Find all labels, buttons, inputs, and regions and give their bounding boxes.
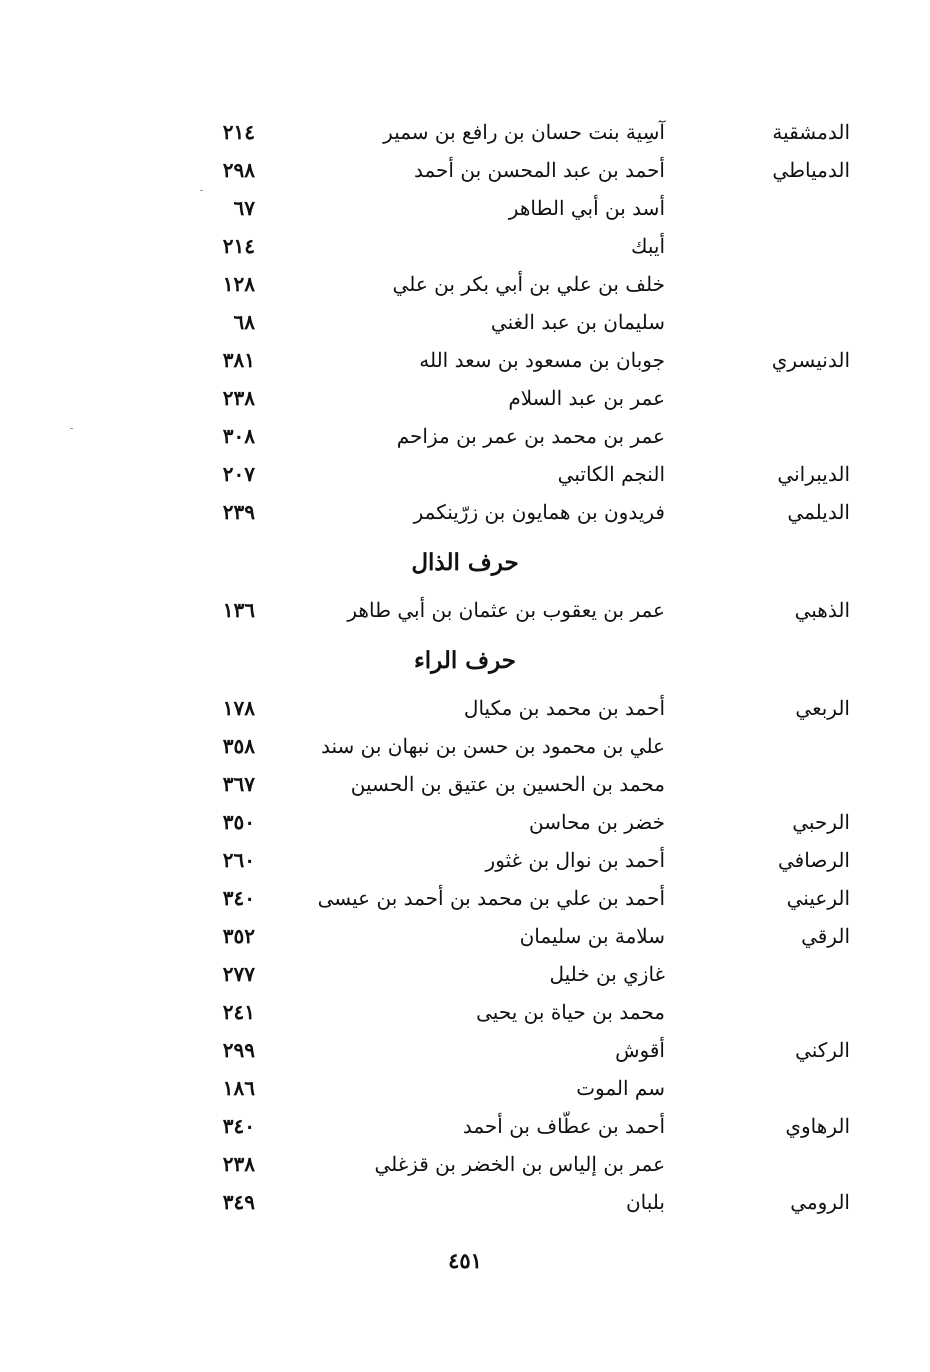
person-name: غازي بن خليل [549,962,665,986]
nisba-label: الربعي [795,696,850,720]
index-entry [0,1110,930,1148]
person-name: فريدون بن همايون بن زرّينكمر [413,500,665,524]
page-ref: ٣٤٠ [222,886,255,910]
index-entry [0,420,930,458]
person-name: علي بن محمود بن حسن بن نبهان بن سند [321,734,665,758]
page-ref: ٢٩٨ [222,158,255,182]
page-ref: ٣٠٨ [222,424,255,448]
person-name: أحمد بن عبد المحسن بن أحمد [414,158,665,182]
person-name: أحمد بن علي بن محمد بن أحمد بن عيسى [317,886,665,910]
person-name: آسِية بنت حسان بن رافع بن سمير [383,120,665,144]
page-ref: ٣٥٨ [222,734,255,758]
page-ref: ٦٧ [233,196,255,220]
person-name: خلف بن علي بن أبي بكر بن علي [392,272,665,296]
person-name: أسد بن أبي الطاهر [508,196,665,220]
index-entry [0,958,930,996]
page-ref: ١٢٨ [222,272,255,296]
page-ref: ٣٥٢ [222,924,255,948]
index-entry [0,882,930,920]
person-name: سلامة بن سليمان [519,924,665,948]
person-name: أيبك [630,234,665,258]
person-name: أحمد بن محمد بن مكيال [463,696,665,720]
page-ref: ١٣٦ [222,598,255,622]
page-ref: ١٧٨ [222,696,255,720]
nisba-label: الرهاوي [785,1114,850,1138]
index-entry [0,594,930,632]
page-ref: ٢١٤ [222,120,255,144]
index-entry [0,192,930,230]
person-name: بلبان [625,1190,665,1214]
index-entry [0,844,930,882]
index-entry [0,1186,930,1224]
person-name: عمر بن عبد السلام [508,386,665,410]
index-entry [0,730,930,768]
page-ref: ٢٦٠ [222,848,255,872]
person-name: سليمان بن عبد الغني [490,310,665,334]
nisba-label: الدمشقية [772,120,850,144]
nisba-label: الدنيسري [771,348,850,372]
person-name: أحمد بن عطّاف بن أحمد [462,1114,665,1138]
page-ref: ٢٠٧ [222,462,255,486]
person-name: النجم الكاتبي [557,462,665,486]
page-ref: ٢١٤ [222,234,255,258]
person-name: عمر بن يعقوب بن عثمان بن أبي طاهر [347,598,665,622]
index-entry [0,768,930,806]
page-ref: ١٨٦ [222,1076,255,1100]
person-name: عمر بن إلياس بن الخضر بن قزغلي [374,1152,665,1176]
nisba-label: الديلمي [787,500,850,524]
nisba-label: الرعيني [786,886,850,910]
section-heading: حرف الراء [413,647,517,674]
index-entry [0,920,930,958]
nisba-label: الذهبي [794,598,850,622]
nisba-label: الرحبي [792,810,850,834]
index-entry [0,268,930,306]
index-entry [0,996,930,1034]
nisba-label: الرقي [801,924,850,948]
person-name: أقوش [615,1038,665,1062]
person-name: عمر بن محمد بن عمر بن مزاحم [396,424,665,448]
page-ref: ٢٤١ [222,1000,255,1024]
index-entry [0,382,930,420]
page-ref: ٣٨١ [222,348,255,372]
page-ref: ٣٦٧ [222,772,255,796]
index-entry [0,692,930,730]
index-entry [0,806,930,844]
index-entry [0,230,930,268]
person-name: جوبان بن مسعود بن سعد الله [419,348,665,372]
person-name: خضر بن محاسن [529,810,665,834]
index-entry [0,344,930,382]
nisba-label: الدمياطي [772,158,850,182]
page-ref: ٢٩٩ [222,1038,255,1062]
index-entry [0,1034,930,1072]
page-ref: ٣٤٩ [222,1190,255,1214]
nisba-label: الرومي [790,1190,850,1214]
index-list [0,116,930,1224]
nisba-label: الرصافي [778,848,850,872]
index-entry [0,496,930,534]
page-ref: ٦٨ [233,310,255,334]
person-name: سم الموت [576,1076,665,1100]
page-ref: ٢٣٨ [222,386,255,410]
person-name: محمد بن الحسين بن عتيق بن الحسين [350,772,665,796]
nisba-label: الديبراني [777,462,850,486]
page-ref: ٣٥٠ [222,810,255,834]
page-ref: ٢٣٩ [222,500,255,524]
page-ref: ٢٧٧ [222,962,255,986]
index-entry [0,1148,930,1186]
page-number: ٤٥١ [448,1248,482,1273]
index-entry [0,306,930,344]
index-entry [0,154,930,192]
section-heading: حرف الذال [411,549,519,576]
page-ref: ٢٣٨ [222,1152,255,1176]
person-name: أحمد بن نوال بن غثور [485,848,665,872]
nisba-label: الركني [795,1038,850,1062]
index-entry [0,1072,930,1110]
page-ref: ٣٤٠ [222,1114,255,1138]
index-entry [0,458,930,496]
person-name: محمد بن حياة بن يحيى [476,1000,665,1024]
index-entry [0,116,930,154]
